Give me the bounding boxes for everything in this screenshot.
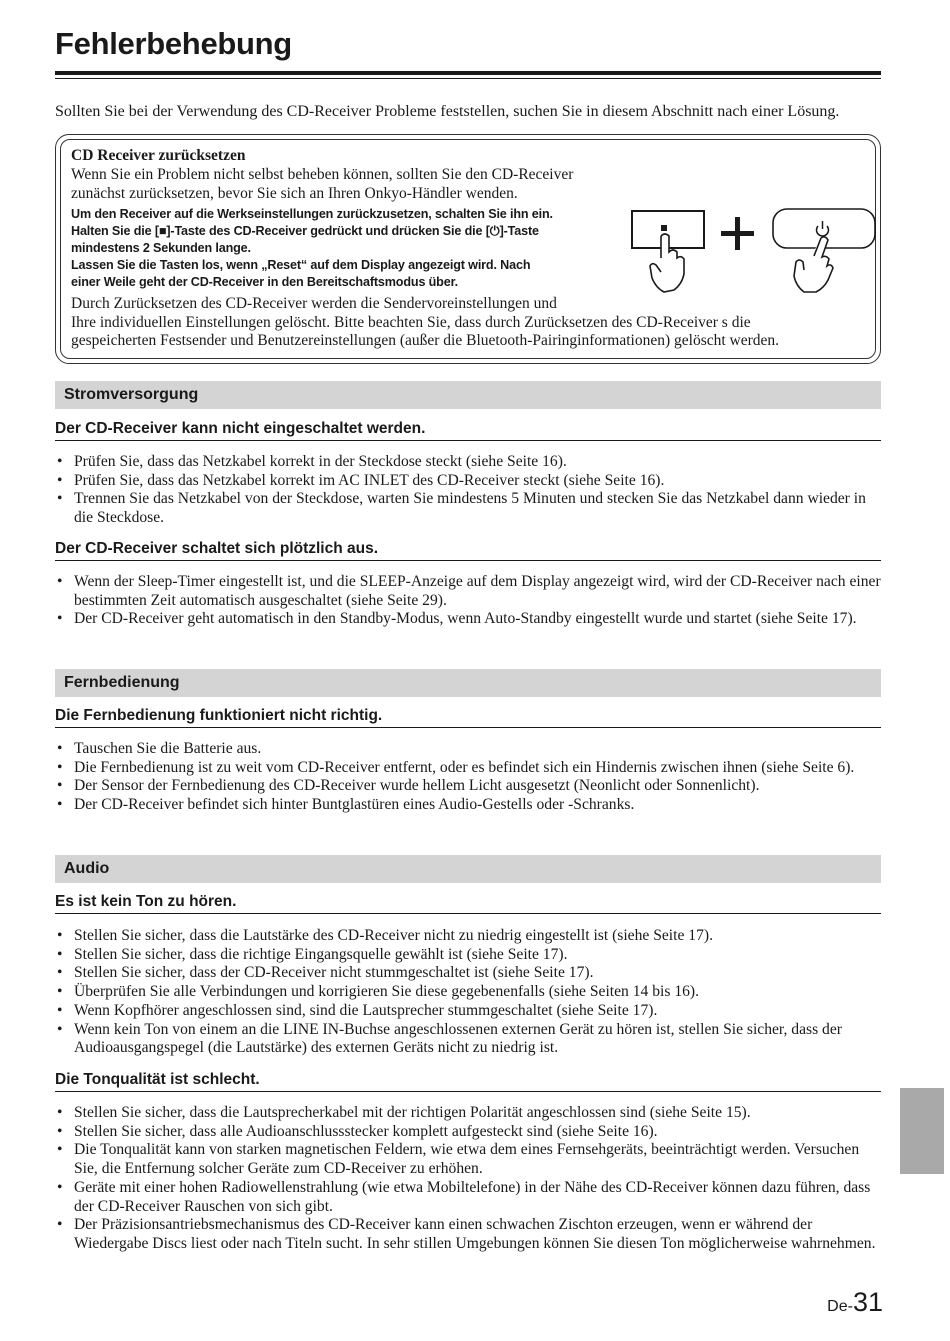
page-prefix: De- bbox=[827, 1298, 853, 1315]
section-title: Fernbedienung bbox=[64, 674, 180, 691]
reset-content bbox=[71, 146, 631, 291]
reset-instruction-line: mindestens 2 Sekunden lange. bbox=[71, 241, 251, 255]
solution-list bbox=[55, 927, 881, 1058]
section-title: Audio bbox=[64, 860, 110, 877]
stop-glyph: ■ bbox=[158, 224, 167, 238]
reset-text-line: Wenn Sie ein Problem nicht selbst beheben können, sollten Sie den CD-Receiver bbox=[71, 166, 574, 183]
list-item: • Der Präzisionsantriebsmechanismus des CD-Receiver kann einen schwachen Zischton erzeugen, wenn er während der Wiedergabe Discs liest oder nach Titeln sucht. In sehr stillen Umgebungen können Sie diesen Ton möglicherweise wahrnehmen. bbox=[55, 1216, 881, 1253]
list-item: • Der CD-Receiver befindet sich hinter Buntglastüren eines Audio-Gestells oder -Schranks. bbox=[55, 796, 881, 815]
problem-heading: Es ist kein Ton zu hören. bbox=[55, 893, 881, 914]
reset-instruction-part: Halten Sie die [ bbox=[71, 224, 159, 238]
list-item: • Trennen Sie das Netzkabel von der Steckdose, warten Sie mindestens 5 Minuten und stecken Sie das Netzkabel dann wieder in die Steckdose. bbox=[55, 490, 881, 527]
page-number-value: 31 bbox=[852, 1287, 883, 1317]
chapter-tab bbox=[900, 1088, 944, 1174]
list-item: • Prüfen Sie, dass das Netzkabel korrekt im AC INLET des CD-Receiver steckt (siehe Seite 16). bbox=[55, 472, 881, 491]
list-item: • Der Sensor der Fernbedienung des CD-Receiver wurde hellem Licht ausgesetzt (Neonlicht oder Sonnenlicht). bbox=[55, 777, 881, 796]
solution-list bbox=[55, 740, 881, 815]
power-button-illustration bbox=[773, 209, 875, 292]
reset-instruction-line: einer Weile geht der CD-Receiver in den Bereitschaftsmodus über. bbox=[71, 275, 458, 289]
problem-heading: Der CD-Receiver schaltet sich plötzlich aus. bbox=[55, 540, 881, 561]
reset-illustration bbox=[628, 200, 878, 300]
reset-note-line: Ihre individuellen Einstellungen gelöscht. Bitte beachten Sie, dass durch Zurücksetzen des CD-Receiver s die bbox=[71, 313, 751, 331]
section-header-power bbox=[55, 381, 881, 409]
section-title: Stromversorgung bbox=[64, 386, 199, 403]
list-item: • Tauschen Sie die Batterie aus. bbox=[55, 740, 881, 759]
reset-instruction-line: Um den Receiver auf die Werkseinstellungen zurückzusetzen, schalten Sie ihn ein. bbox=[71, 207, 553, 221]
reset-instruction-line bbox=[71, 223, 631, 240]
list-item: • Prüfen Sie, dass das Netzkabel korrekt in der Steckdose steckt (siehe Seite 16). bbox=[55, 453, 881, 472]
reset-instruction-part: ]-Taste des CD-Receiver gedrückt und drücken Sie die [ bbox=[166, 224, 490, 238]
plus-sign bbox=[721, 217, 754, 250]
reset-instruction-part: ]-Taste bbox=[499, 224, 539, 238]
reset-note bbox=[71, 295, 871, 351]
list-item: • Stellen Sie sicher, dass die richtige Eingangsquelle gewählt ist (siehe Seite 17). bbox=[55, 946, 881, 965]
solution-list bbox=[55, 1104, 881, 1254]
list-item: • Geräte mit einer hohen Radiowellenstrahlung (wie etwa Mobiltelefone) in der Nähe des CD-Receiver können dazu führen, dass der CD-Receiver Rauschen von sich gibt. bbox=[55, 1179, 881, 1216]
stop-button-illustration bbox=[632, 211, 704, 292]
list-item: • Stellen Sie sicher, dass die Lautsprecherkabel mit der richtigen Polarität angeschlossen sind (siehe Seite 15). bbox=[55, 1104, 881, 1123]
list-item: • Stellen Sie sicher, dass der CD-Receiver nicht stummgeschaltet ist (siehe Seite 17). bbox=[55, 964, 881, 983]
page-number bbox=[827, 1287, 883, 1318]
solution-list bbox=[55, 573, 881, 629]
intro-text: Sollten Sie bei der Verwendung des CD-Receiver Probleme feststellen, suchen Sie in diesem Abschnitt nach einer Lösung. bbox=[55, 103, 840, 120]
list-item: • Stellen Sie sicher, dass die Lautstärke des CD-Receiver nicht zu niedrig eingestellt ist (siehe Seite 17). bbox=[55, 927, 881, 946]
list-item: • Die Fernbedienung ist zu weit vom CD-Receiver entfernt, oder es befindet sich ein Hindernis zwischen ihnen (siehe Seite 6). bbox=[55, 759, 881, 778]
title-rule bbox=[55, 71, 881, 75]
title-rule-thin bbox=[55, 78, 881, 79]
list-item: • Wenn der Sleep-Timer eingestellt ist, und die SLEEP-Anzeige auf dem Display angezeigt wird, wird der CD-Receiver nach einer bestimmten Zeit automatisch ausgeschaltet (siehe Seite 29). bbox=[55, 573, 881, 610]
reset-note-line: gespeicherten Festsender und Benutzereinstellungen (außer die Bluetooth-Pairinginformationen) gelöscht werden. bbox=[71, 332, 780, 349]
reset-text-line: zunächst zurücksetzen, bevor Sie sich an Ihren Onkyo-Händler wenden. bbox=[71, 185, 518, 202]
section-header-audio bbox=[55, 855, 881, 883]
reset-note-line: Durch Zurücksetzen des CD-Receiver werden die Sendervoreinstellungen und bbox=[71, 295, 557, 312]
reset-instruction-line: Lassen Sie die Tasten los, wenn „Reset“ auf dem Display angezeigt wird. Nach bbox=[71, 258, 531, 272]
problem-heading: Die Tonqualität ist schlecht. bbox=[55, 1071, 881, 1092]
list-item: • Stellen Sie sicher, dass alle Audioanschlussstecker komplett aufgesteckt sind (siehe Seite 16). bbox=[55, 1123, 881, 1142]
solution-list bbox=[55, 453, 881, 528]
list-item: • Wenn Kopfhörer angeschlossen sind, sind die Lautsprecher stummgeschaltet (siehe Seite 17). bbox=[55, 1002, 881, 1021]
problem-heading: Der CD-Receiver kann nicht eingeschaltet werden. bbox=[55, 420, 881, 441]
reset-heading: CD Receiver zurücksetzen bbox=[71, 147, 246, 164]
power-glyph: ⏻ bbox=[489, 224, 500, 238]
list-item: • Wenn kein Ton von einem an die LINE IN-Buchse angeschlossenen externen Gerät zu hören ist, stellen Sie sicher, dass der Audioausgangspegel (die Lautstärke) des externen Geräts nicht zu niedrig ist. bbox=[55, 1021, 881, 1058]
problem-heading: Die Fernbedienung funktioniert nicht richtig. bbox=[55, 707, 881, 728]
page-title: Fehlerbehebung bbox=[55, 26, 292, 61]
list-item: • Der CD-Receiver geht automatisch in den Standby-Modus, wenn Auto-Standby eingestellt wurde und startet (siehe Seite 17). bbox=[55, 610, 881, 629]
list-item: • Die Tonqualität kann von starken magnetischen Feldern, wie etwa dem eines Fernsehgeräts, beeinträchtigt werden. Versuchen Sie, die Entfernung solcher Geräte zum CD-Receiver zu erhöhen. bbox=[55, 1141, 881, 1178]
stop-square-icon bbox=[661, 225, 667, 231]
list-item: • Überprüfen Sie alle Verbindungen und korrigieren Sie diese gegebenenfalls (siehe Seiten 14 bis 16). bbox=[55, 983, 881, 1002]
section-header-remote bbox=[55, 669, 881, 697]
